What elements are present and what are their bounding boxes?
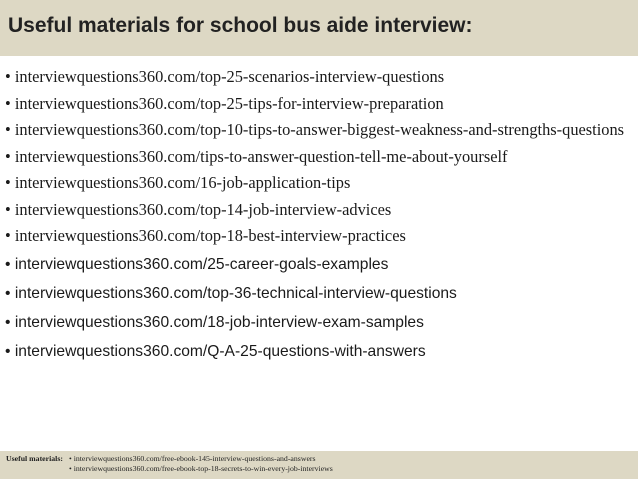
title-banner: [0, 0, 638, 56]
link-text[interactable]: interviewquestions360.com/top-10-tips-to-answer-biggest-weakness-and-strengths-questions: [14, 120, 625, 139]
footer-banner: [0, 451, 638, 479]
list-item: [5, 64, 633, 91]
link-text[interactable]: interviewquestions360.com/tips-to-answer-question-tell-me-about-yourself: [14, 146, 508, 166]
footer-row: [6, 464, 638, 474]
bullet: •: [5, 342, 11, 360]
list-item: [5, 144, 633, 171]
footer-link[interactable]: interviewquestions360.com/free-ebook-top-18-secrets-to-win-every-job-interviews: [73, 464, 333, 473]
link-text[interactable]: interviewquestions360.com/18-job-interview-exam-samples: [14, 313, 424, 331]
bullet: •: [5, 67, 11, 86]
link-text[interactable]: interviewquestions360.com/top-25-tips-for-interview-preparation: [14, 93, 444, 113]
list-item: [5, 91, 633, 118]
footer-spacer: [6, 464, 69, 474]
list-item: [5, 117, 633, 144]
footer-bullet: •: [69, 464, 72, 473]
link-text[interactable]: interviewquestions360.com/top-14-job-interview-advices: [14, 199, 392, 219]
slide-title: Useful materials for school bus aide interview:: [8, 14, 473, 37]
link-text[interactable]: interviewquestions360.com/16-job-application-tips: [14, 173, 351, 192]
link-text[interactable]: interviewquestions360.com/top-18-best-interview-practices: [14, 226, 406, 245]
bullet: •: [5, 173, 11, 192]
link-list: [5, 64, 633, 366]
footer-bullet: •: [69, 454, 72, 463]
link-text[interactable]: interviewquestions360.com/top-36-technical-interview-questions: [14, 284, 457, 302]
bullet: •: [5, 146, 11, 166]
list-item: [5, 250, 633, 279]
list-item: [5, 223, 633, 250]
link-text[interactable]: interviewquestions360.com/top-25-scenarios-interview-questions: [14, 67, 445, 86]
bullet: •: [5, 199, 11, 219]
footer-row: [6, 454, 638, 464]
list-item: [5, 279, 633, 308]
list-item: [5, 170, 633, 197]
bullet: •: [5, 284, 11, 302]
bullet: •: [5, 255, 11, 273]
bullet: •: [5, 226, 11, 245]
list-item: [5, 308, 633, 337]
footer-link[interactable]: interviewquestions360.com/free-ebook-145-interview-questions-and-answers: [73, 454, 316, 463]
bullet: •: [5, 313, 11, 331]
footer-label-text: Useful materials: [6, 454, 61, 463]
list-item: [5, 197, 633, 224]
list-item: [5, 337, 633, 366]
link-text[interactable]: interviewquestions360.com/25-career-goals-examples: [14, 255, 389, 273]
bullet: •: [5, 120, 11, 139]
bullet: •: [5, 93, 11, 113]
footer-label: [6, 454, 69, 464]
footer-label-separator: :: [60, 454, 63, 463]
link-text[interactable]: interviewquestions360.com/Q-A-25-questions-with-answers: [14, 342, 426, 360]
